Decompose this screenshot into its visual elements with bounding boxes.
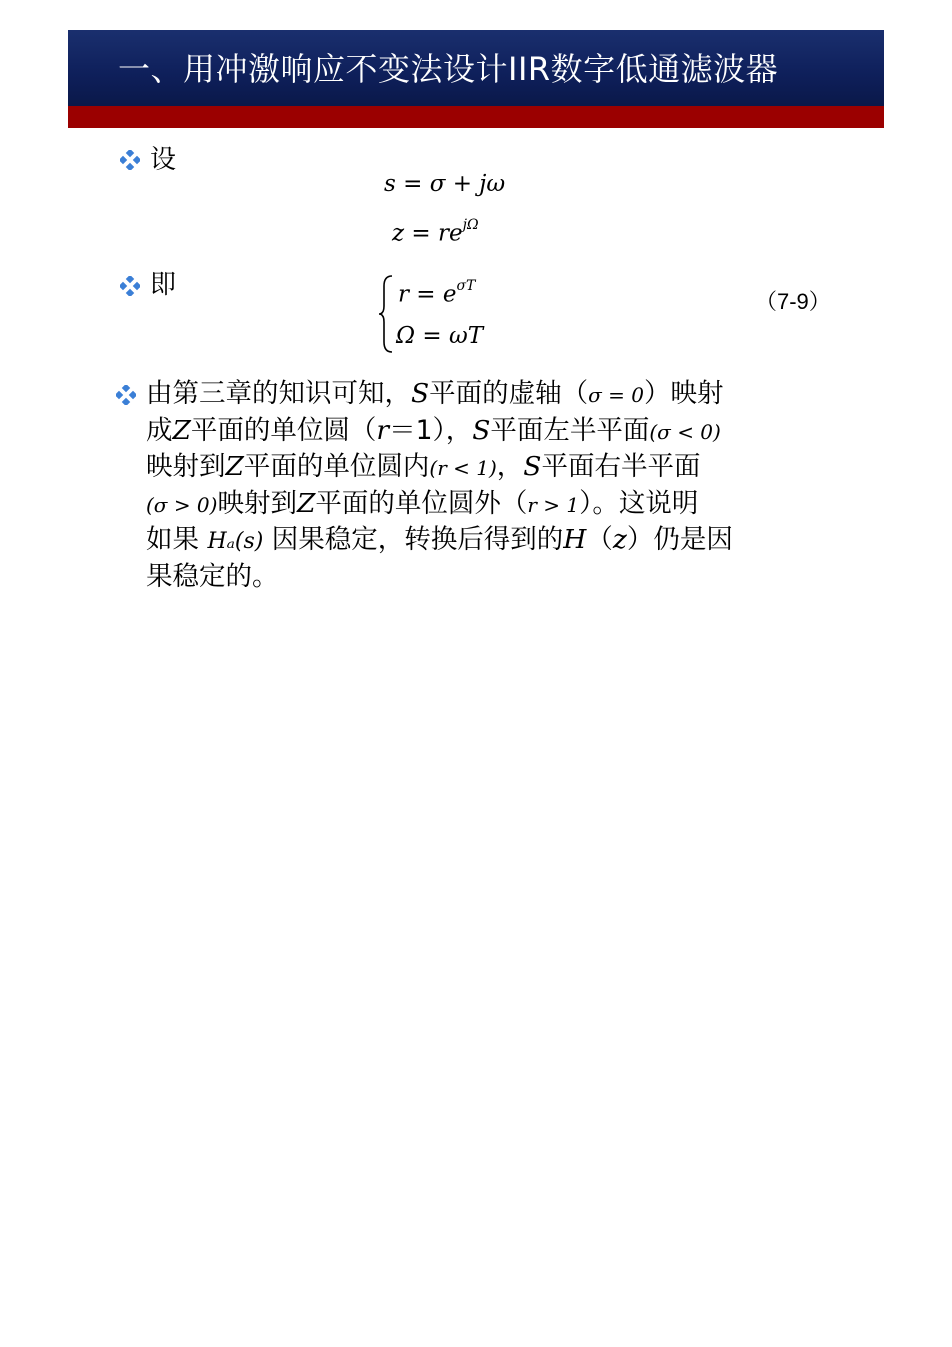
paragraph-line: 如果 Hₐ(s) 因果稳定，转换后得到的H（z）仍是因 [146,524,733,555]
page-title: 一、用冲激响应不变法设计IIR数字低通滤波器 [118,50,779,88]
set-label: 设 [150,145,177,175]
explanation-paragraph [146,376,846,595]
bullet-diamond-icon [120,276,140,296]
left-brace-icon [378,274,394,354]
equation-r: $r = e^{\sigma T}$ [398,278,476,308]
paragraph-line: 映射到Z平面的单位圆内(r < 1)，S平面右半平面 [146,451,701,482]
header-banner [68,30,884,106]
equation-s: s = σ + jω [384,171,506,197]
header-accent-band [68,106,884,128]
equation-omega: Ω = ωT [396,323,484,349]
paragraph-line: 果稳定的。 [146,560,279,592]
paragraph-line: 由第三章的知识可知，S平面的虚轴（σ = 0）映射 [146,378,724,409]
ie-label: 即 [150,270,177,300]
equation-number: （7-9） [755,289,831,314]
paragraph-line: (σ > 0)映射到Z平面的单位圆外（r > 1）。这说明 [146,487,699,519]
bullet-diamond-icon [120,150,140,170]
paragraph-line: 成Z平面的单位圆（r＝1），S平面左半平面(σ < 0) [146,414,721,446]
equation-z: $z = re^{j\Omega}$ [392,217,479,247]
bullet-diamond-icon [116,385,136,405]
